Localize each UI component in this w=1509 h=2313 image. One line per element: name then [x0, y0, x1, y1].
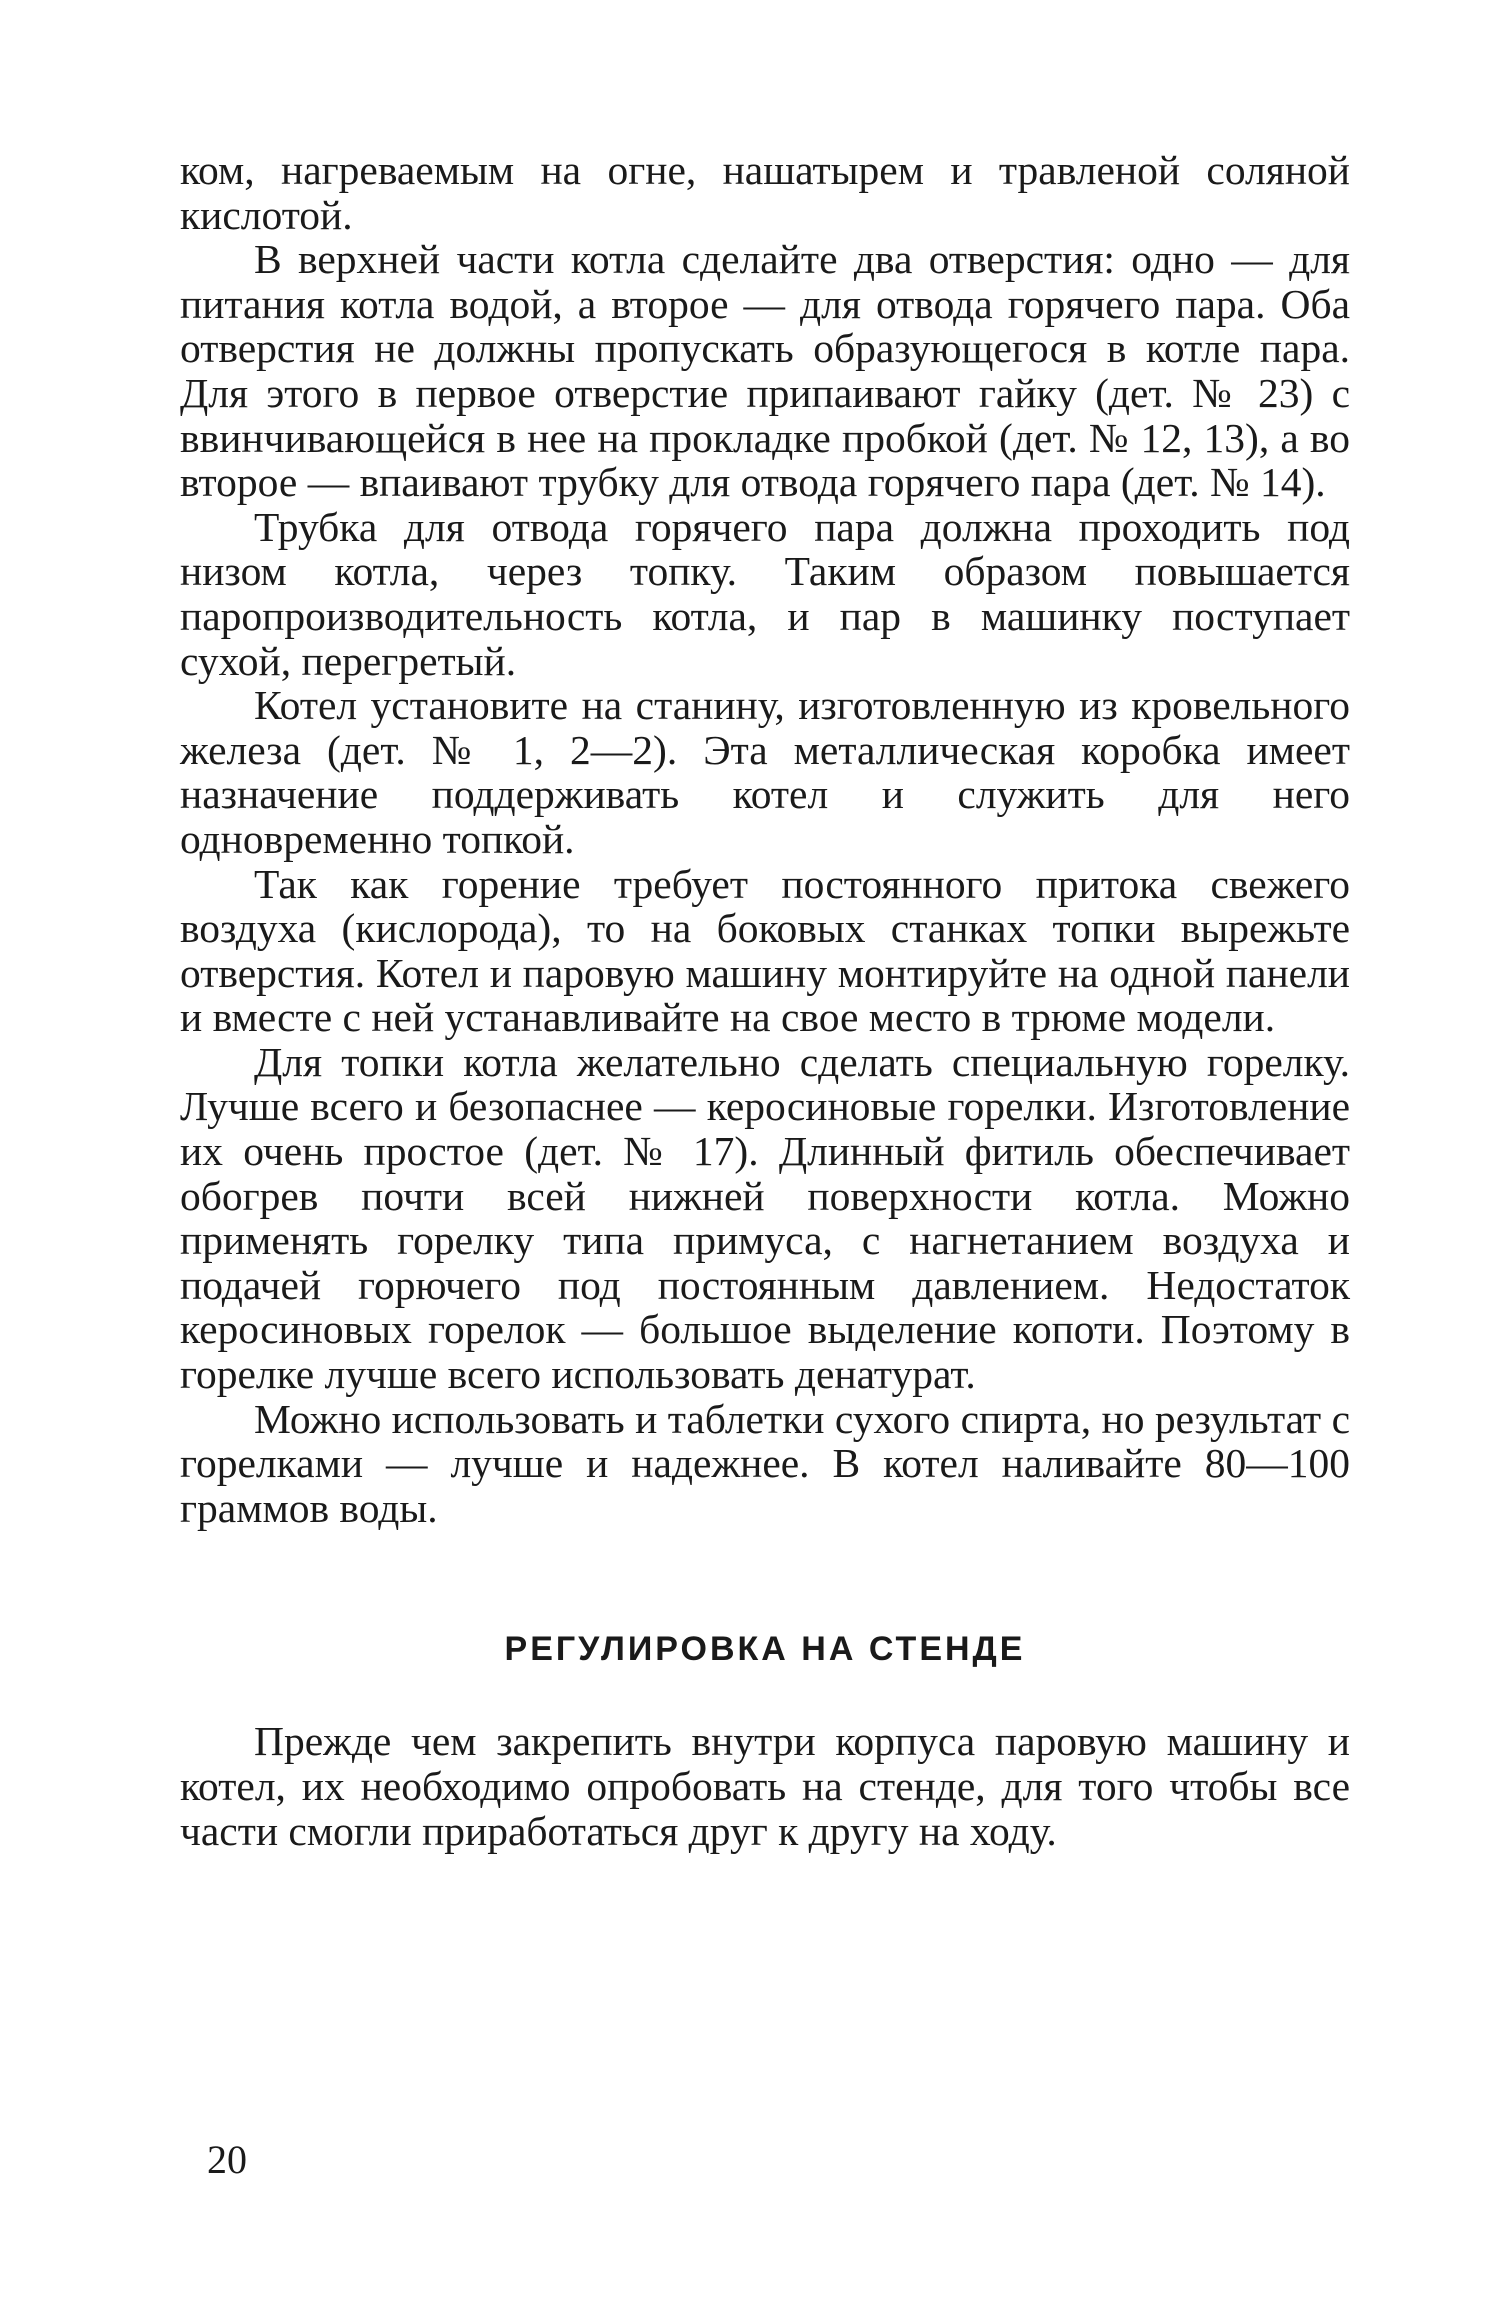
page-body: [180, 148, 1350, 1853]
paragraph-steam-tube: Трубка для отвода горячего пара должна проходить под низом котла, через топку. Таким образом повышается паропроизводительность котла, и пар в машинку поступает сухой, перегретый.: [180, 503, 1350, 684]
paragraph-boiler-frame: Котел установите на станину, изготовленную из кровельного железа (дет. № 1, 2—2). Эта металлическая коробка имеет назначение поддерживать котел и служить для него одновременно топкой.: [180, 682, 1350, 862]
paragraph-continuation: ком, нагреваемым на огне, нашатырем и травленой соляной кислотой.: [180, 147, 1350, 238]
paragraph-dry-spirit: Можно использовать и таблетки сухого спирта, но результат с горелками — лучше и надежнее. В котел наливайте 80—100 граммов воды.: [180, 1395, 1350, 1531]
section-heading: РЕГУЛИРОВКА НА СТЕНДЕ: [504, 1630, 1026, 1669]
paragraph-bench-testing: Прежде чем закрепить внутри корпуса паровую машину и котел, их необходимо опробовать на стенде, для того чтобы все части смогли приработаться друг к другу на ходу.: [180, 1718, 1350, 1854]
page-number: 20: [207, 2137, 247, 2182]
paragraph-air-supply: Так как горение требует постоянного притока свежего воздуха (кислорода), то на боковых станках топки вырежьте отверстия. Котел и паровую машину монтируйте на одной панели и вместе с ней устанавливайте на свое место в трюме модели.: [180, 860, 1350, 1041]
paragraph-burner: Для топки котла желательно сделать специальную горелку. Лучше всего и безопаснее — керосиновые горелки. Изготовление их очень простое (дет. № 17). Длинный фитиль обеспечивает обогрев почти всей нижней поверхности котла. Можно применять горелку типа примуса, с нагнетанием воздуха и подачей горючего под постоянным давлением. Недостаток керосиновых горелок — большое выделение копоти. Поэтому в горелке лучше всего использовать денатурат.: [180, 1038, 1350, 1398]
paragraph-boiler-openings: В верхней части котла сделайте два отверстия: одно — для питания котла водой, а второе — для отвода горячего пара. Оба отверстия не должны пропускать образующегося в котле пара. Для этого в первое отверстие припаивают гайку (дет. № 23) с ввинчивающейся в нее на прокладке пробкой (дет. № 12, 13), а во второе — впаивают трубку для отвода горячего пара (дет. № 14).: [180, 236, 1350, 506]
